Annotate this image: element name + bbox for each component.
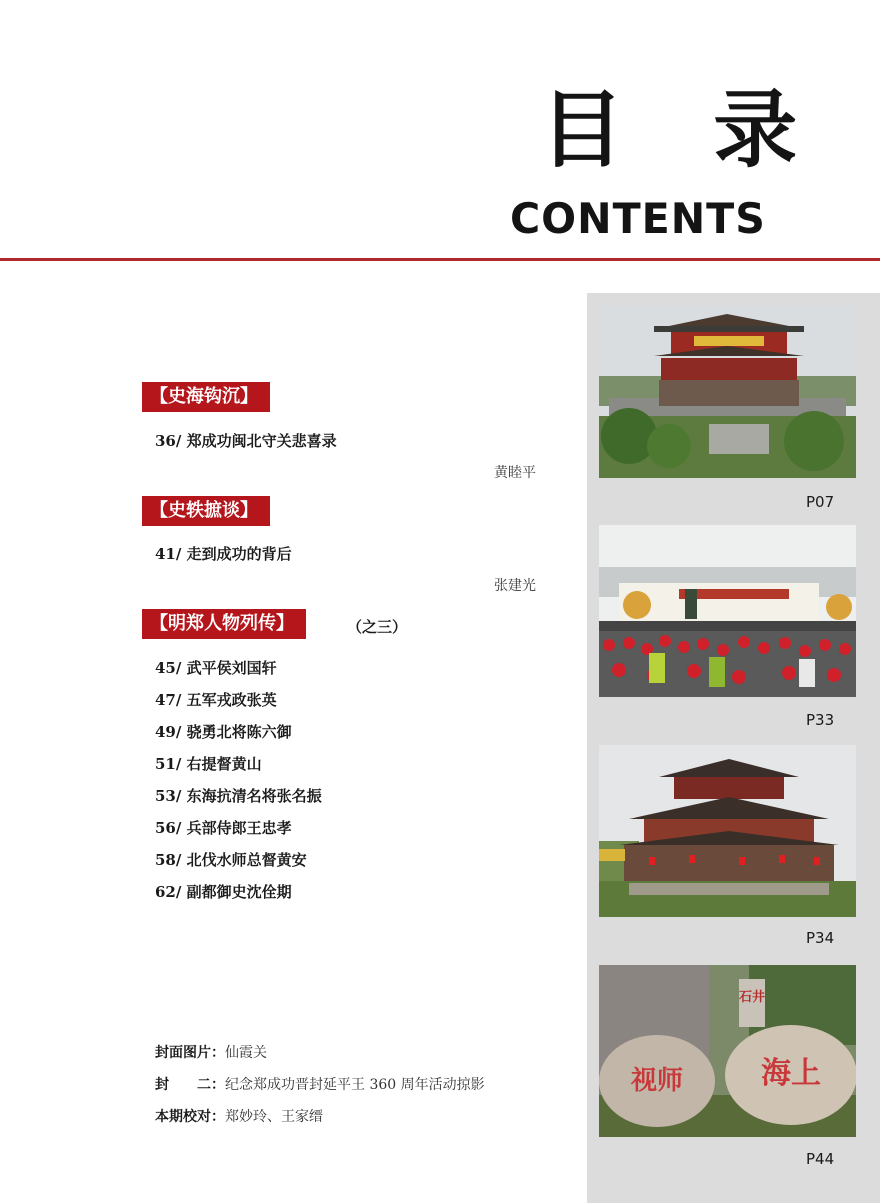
toc-entry-title: 副都御史沈佺期 <box>186 883 292 901</box>
credit-label: 封 二： <box>155 1077 225 1093</box>
page-title-english: CONTENTS <box>510 194 766 243</box>
credit-value: 纪念郑成功晋封延平王 360 周年活动掠影 <box>225 1077 485 1093</box>
toc-entry[interactable] <box>155 543 292 564</box>
ceremony-crowd-photo <box>599 525 856 697</box>
toc-entry[interactable] <box>155 849 307 870</box>
credit-cover-photo <box>155 1042 267 1062</box>
toc-page-number: 58/ <box>155 851 182 869</box>
section-note: （之三） <box>347 618 408 636</box>
toc-entry-title: 五军戎政张英 <box>186 691 277 709</box>
photo-page-label: P34 <box>806 929 835 947</box>
toc-page-number: 56/ <box>155 819 182 837</box>
toc-page-number: 51/ <box>155 755 182 773</box>
section-heading-biographies: 【明郑人物列传】 <box>142 609 306 639</box>
toc-page-number: 62/ <box>155 883 182 901</box>
toc-entry-title: 兵部侍郎王忠孝 <box>186 819 292 837</box>
toc-page-number: 47/ <box>155 691 182 709</box>
rock-inscription-haishang: 海上 <box>761 1056 821 1091</box>
toc-entry-title: 东海抗清名将张名振 <box>186 787 322 805</box>
temple-photo <box>599 745 856 917</box>
photo-page-label: P33 <box>806 711 835 729</box>
author-name: 张建光 <box>494 578 536 594</box>
toc-entry[interactable] <box>155 657 277 678</box>
toc-entry-title: 武平侯刘国轩 <box>186 659 277 677</box>
toc-entry[interactable] <box>155 785 322 806</box>
toc-entry-title: 右提督黄山 <box>186 755 262 773</box>
credit-value: 郑妙玲、王家缙 <box>225 1109 323 1125</box>
credit-inside-cover <box>155 1074 485 1094</box>
toc-page-number: 53/ <box>155 787 182 805</box>
photo-page-label: P07 <box>806 493 835 511</box>
toc-entry-title: 走到成功的背后 <box>186 545 292 563</box>
toc-entry-title: 北伐水师总督黄安 <box>186 851 307 869</box>
toc-page-number: 45/ <box>155 659 182 677</box>
inscribed-rocks-photo <box>599 965 856 1137</box>
credit-label: 封面图片： <box>155 1045 225 1061</box>
credit-value: 仙霞关 <box>225 1045 267 1061</box>
header-divider <box>0 258 880 261</box>
toc-entry[interactable] <box>155 881 292 902</box>
gate-tower-photo <box>599 306 856 478</box>
toc-page-number: 36/ <box>155 432 182 450</box>
credit-label: 本期校对： <box>155 1109 225 1125</box>
toc-entry[interactable] <box>155 430 337 451</box>
toc-page-number: 49/ <box>155 723 182 741</box>
section-heading-history: 【史海钩沉】 <box>142 382 270 412</box>
rock-inscription-shishi: 视师 <box>630 1066 684 1096</box>
rock-inscription-shijing: 石井 <box>738 990 766 1005</box>
toc-page-number: 41/ <box>155 545 182 563</box>
author-name: 黄睦平 <box>494 465 536 481</box>
toc-entry[interactable] <box>155 721 292 742</box>
toc-entry[interactable] <box>155 817 292 838</box>
page-title-chinese: 目 录 <box>540 80 828 179</box>
section-heading-anecdotes: 【史轶摭谈】 <box>142 496 270 526</box>
toc-entry[interactable] <box>155 689 277 710</box>
toc-entry-title: 骁勇北将陈六御 <box>186 723 292 741</box>
photo-page-label: P44 <box>806 1150 835 1168</box>
toc-entry[interactable] <box>155 753 262 774</box>
credit-proofreading <box>155 1106 323 1126</box>
toc-entry-title: 郑成功闽北守关悲喜录 <box>186 432 337 450</box>
